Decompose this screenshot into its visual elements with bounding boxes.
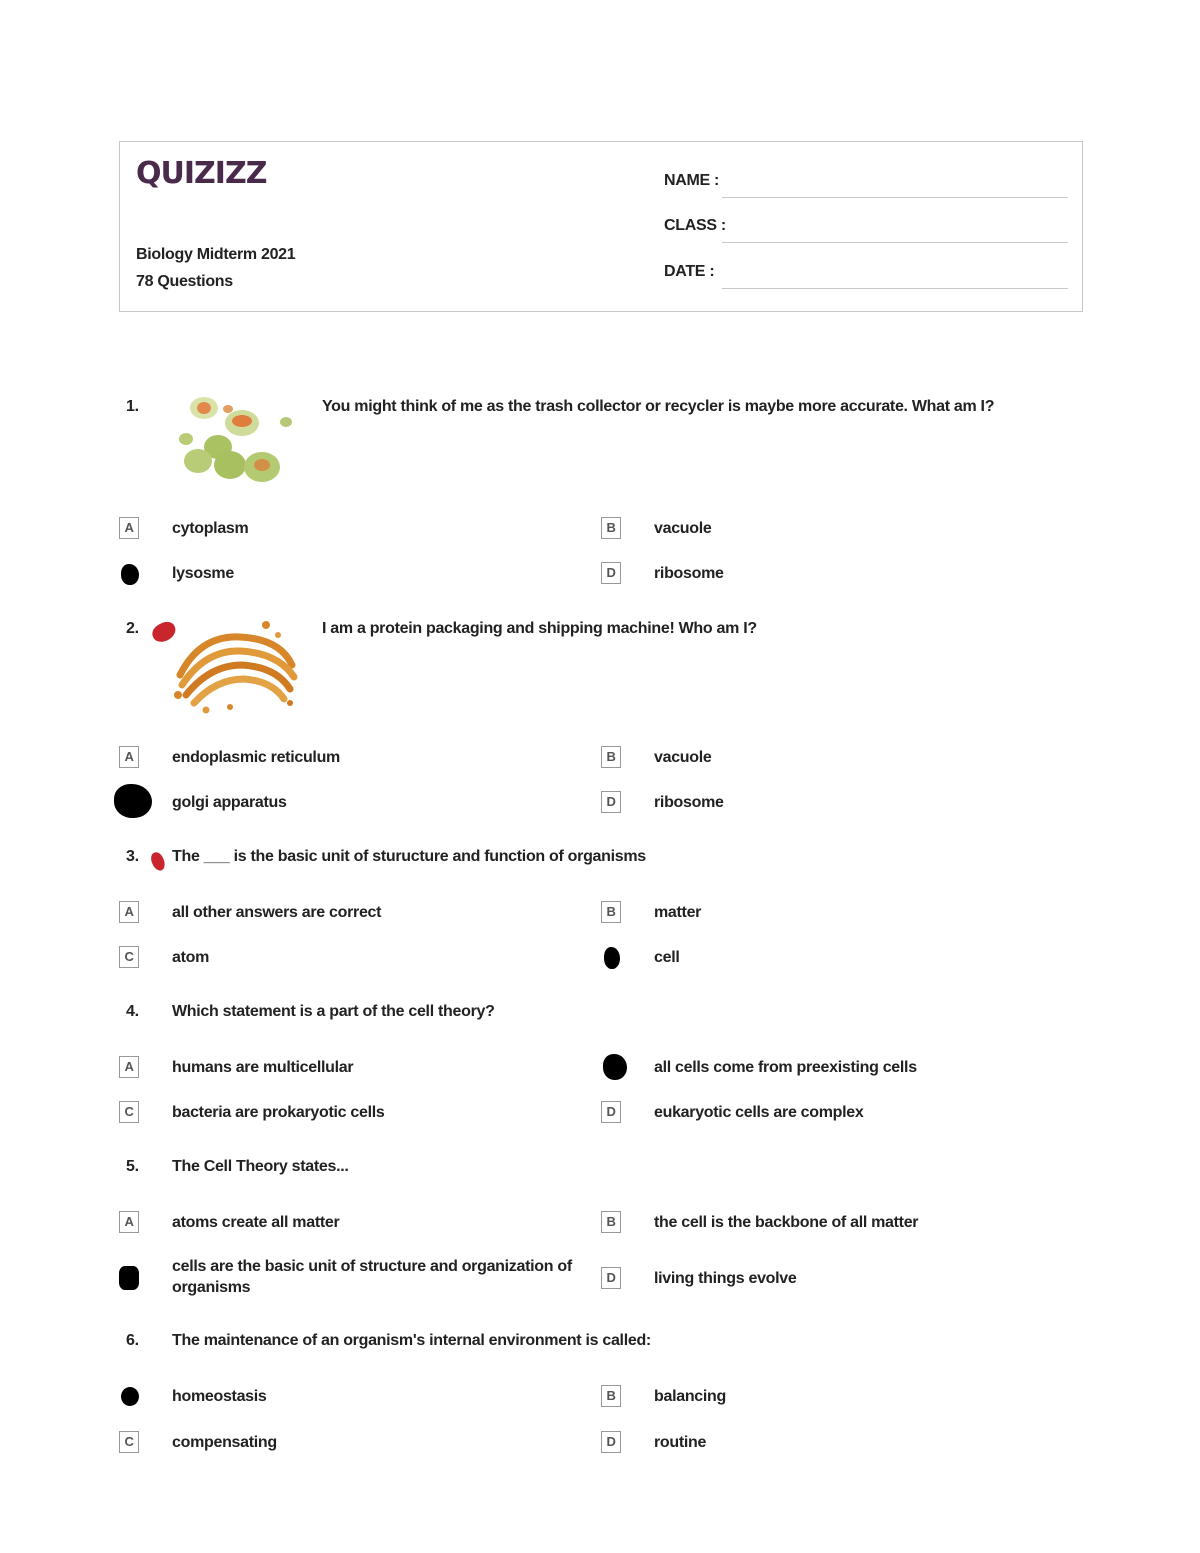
name-line[interactable] [722, 197, 1068, 198]
quizizz-logo: QUIZIZZ [136, 156, 267, 191]
option-d-text: routine [654, 1434, 707, 1451]
option-a-text: endoplasmic reticulum [172, 749, 340, 766]
option-d-text: ribosome [654, 565, 724, 582]
quiz-title: Biology Midterm 2021 [136, 246, 296, 263]
option-d-text: living things evolve [654, 1270, 797, 1287]
question-number: 4. [126, 1003, 139, 1020]
option-a-box[interactable]: A [119, 1056, 139, 1078]
option-c-filled-bubble[interactable] [119, 1266, 139, 1290]
option-d-box[interactable]: D [601, 1101, 621, 1123]
question-text: You might think of me as the trash collector or recycler is maybe more accurate. What am I? [322, 398, 995, 415]
date-line[interactable] [722, 288, 1068, 289]
class-label: CLASS : [664, 217, 726, 234]
option-b-box[interactable]: B [601, 901, 621, 923]
question-text: I am a protein packaging and shipping machine! Who am I? [322, 620, 757, 637]
question-number: 1. [126, 398, 139, 415]
question-count: 78 Questions [136, 273, 233, 290]
name-label: NAME : [664, 172, 720, 189]
option-c-text: bacteria are prokaryotic cells [172, 1104, 385, 1121]
option-b-box[interactable]: B [601, 517, 621, 539]
date-field[interactable] [664, 263, 1068, 287]
option-d-box[interactable]: D [601, 1431, 621, 1453]
option-a-box[interactable]: A [119, 1211, 139, 1233]
option-c-filled-bubble[interactable] [121, 564, 139, 585]
question-text: The maintenance of an organism's internal environment is called: [172, 1332, 651, 1349]
option-b-text: the cell is the backbone of all matter [654, 1214, 919, 1231]
date-label: DATE : [664, 263, 715, 280]
worksheet-header [119, 141, 1083, 312]
option-c-text: cells are the basic unit of structure and organization of organisms [172, 1258, 572, 1296]
option-c-text: compensating [172, 1434, 277, 1451]
option-d-box[interactable]: D [601, 1267, 621, 1289]
option-a-text: all other answers are correct [172, 904, 382, 921]
option-c-box[interactable]: C [119, 946, 139, 968]
class-field[interactable] [664, 217, 1068, 241]
option-c-text: atom [172, 949, 210, 966]
option-b-text: all cells come from preexisting cells [654, 1059, 917, 1076]
option-b-text: vacuole [654, 749, 712, 766]
option-b-box[interactable]: B [601, 1211, 621, 1233]
question-text: The Cell Theory states... [172, 1158, 349, 1175]
option-a-filled-bubble[interactable] [121, 1387, 139, 1406]
option-d-text: cell [654, 949, 680, 966]
option-c-box[interactable]: C [119, 1431, 139, 1453]
option-d-text: ribosome [654, 794, 724, 811]
option-a-text: humans are multicellular [172, 1059, 354, 1076]
class-line[interactable] [722, 242, 1068, 243]
option-a-text: atoms create all matter [172, 1214, 340, 1231]
option-b-text: vacuole [654, 520, 712, 537]
red-pen-mark [149, 850, 168, 872]
lysosome-illustration [170, 395, 300, 487]
option-d-text: eukaryotic cells are complex [654, 1104, 864, 1121]
question-number: 6. [126, 1332, 139, 1349]
option-d-box[interactable]: D [601, 791, 621, 813]
option-d-box[interactable]: D [601, 562, 621, 584]
option-b-box[interactable]: B [601, 1385, 621, 1407]
option-b-text: balancing [654, 1388, 726, 1405]
question-number: 5. [126, 1158, 139, 1175]
question-number: 3. [126, 848, 139, 865]
option-c-filled-bubble[interactable] [114, 784, 152, 818]
option-c-text: golgi apparatus [172, 794, 287, 811]
option-d-filled-bubble[interactable] [604, 947, 620, 969]
option-b-text: matter [654, 904, 702, 921]
option-a-text: homeostasis [172, 1388, 267, 1405]
option-a-text: cytoplasm [172, 520, 249, 537]
option-b-filled-bubble[interactable] [603, 1054, 627, 1080]
option-a-box[interactable]: A [119, 746, 139, 768]
option-c-box[interactable]: C [119, 1101, 139, 1123]
question-number: 2. [126, 620, 139, 637]
option-a-box[interactable]: A [119, 517, 139, 539]
name-field[interactable] [664, 172, 1068, 196]
option-c-text: lysosme [172, 565, 234, 582]
question-text: The ___ is the basic unit of sturucture and function of organisms [172, 848, 646, 865]
question-text: Which statement is a part of the cell theory? [172, 1003, 495, 1020]
golgi-apparatus-illustration [170, 615, 303, 715]
option-b-box[interactable]: B [601, 746, 621, 768]
option-a-box[interactable]: A [119, 901, 139, 923]
